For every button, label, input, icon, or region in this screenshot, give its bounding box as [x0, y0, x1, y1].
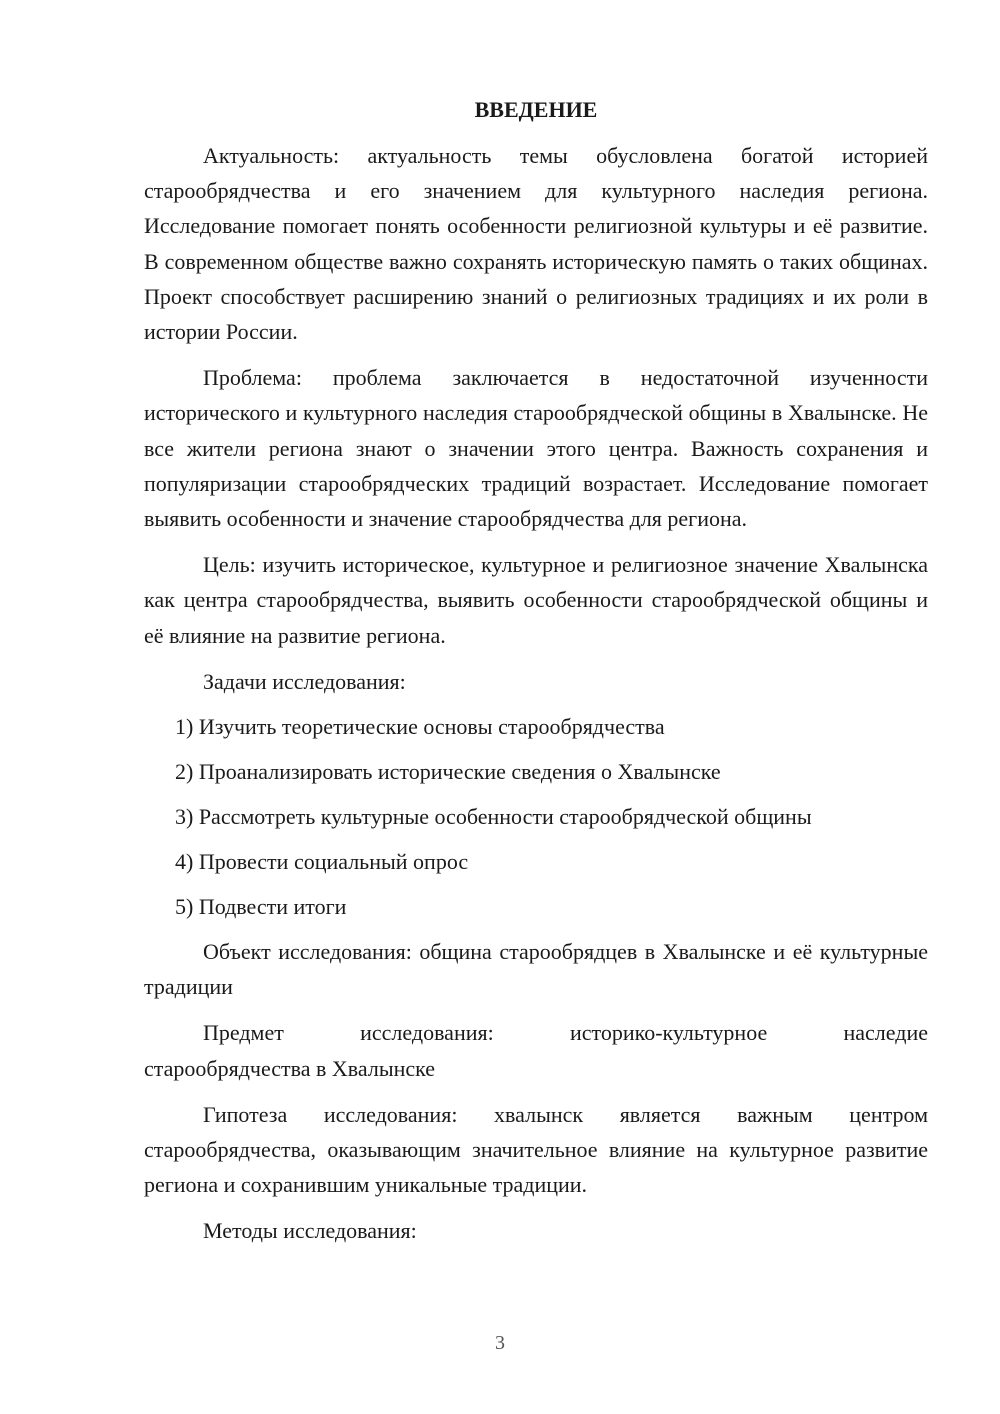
task-item: 4) Провести социальный опрос	[175, 849, 469, 875]
problem-paragraph: Проблема: проблема заключается в недостаточной изученности исторического и культурного наследия старообрядческой общины в Хвалынске. Не все жители региона знают о значении этого центра. Важность сохранения и популяризации старообрядческих традиций возрастает. Исследование помогает выявить особенности и значение старообрядчества для региона.	[144, 365, 928, 532]
object-paragraph: Объект исследования: община старообрядцев в Хвалынске и её культурные традиции	[144, 939, 928, 1000]
tasks-heading: Задачи исследования:	[203, 668, 406, 694]
subject-paragraph	[144, 1015, 928, 1050]
relevance-paragraph: Актуальность: актуальность темы обусловлена богатой историей старообрядчества и его значением для культурного наследия региона. Исследование помогает понять особенности религиозной культуры и её развитие. В современном обществе важно сохранять историческую память о таких общинах. Проект способствует расширению знаний о религиозных традициях и их роли в истории России.	[144, 143, 928, 345]
subject-line-2: старообрядчества в Хвалынске	[144, 1055, 436, 1081]
page-title: ВВЕДЕНИЕ	[474, 97, 598, 122]
goal-paragraph: Цель: изучить историческое, культурное и религиозное значение Хвалынска как центра старообрядчества, выявить особенности старообрядческой общины и её влияние на развитие региона.	[144, 552, 928, 648]
methods-heading: Методы исследования:	[203, 1218, 417, 1244]
task-item: 2) Проанализировать исторические сведения о Хвалынске	[175, 759, 721, 785]
page-content	[144, 92, 928, 1259]
subject-line-1: Предмет исследования: историко-культурное наследие	[203, 1020, 928, 1046]
page-number: 3	[495, 1332, 505, 1354]
hypothesis-paragraph: Гипотеза исследования: хвалынск является важным центром старообрядчества, оказывающим значительное влияние на культурное развитие региона и сохранившим уникальные традиции.	[144, 1101, 928, 1198]
task-item: 3) Рассмотреть культурные особенности старообрядческой общины	[175, 804, 812, 830]
tasks-list	[144, 709, 928, 924]
task-item: 5) Подвести итоги	[175, 894, 347, 920]
task-item: 1) Изучить теоретические основы старообрядчества	[175, 714, 665, 740]
